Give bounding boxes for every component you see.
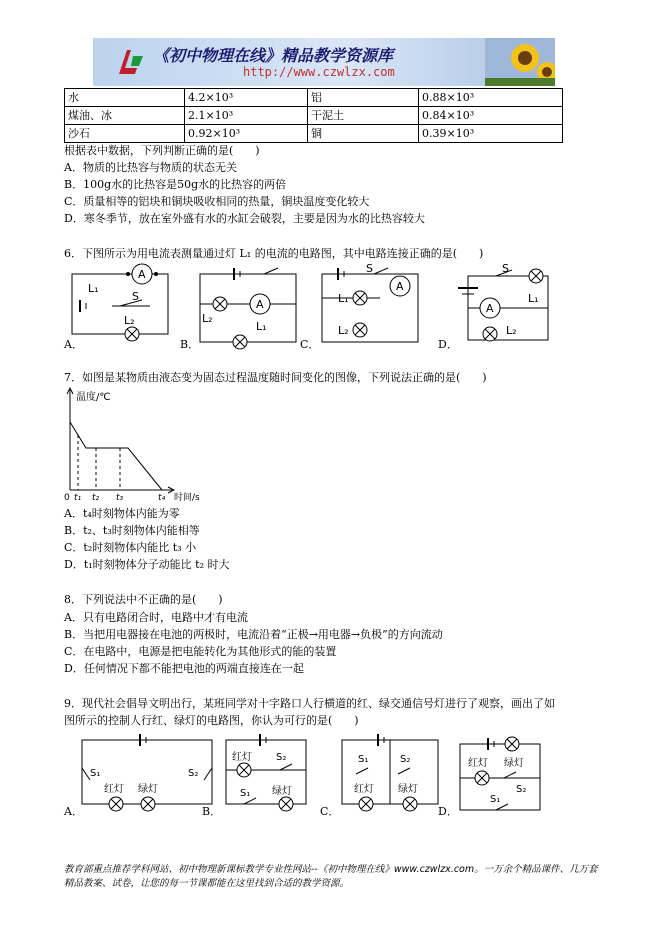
switch-label: S₂ [400,754,411,765]
q8-option-b: B．当把用电器接在电池的两极时，电流沿着“正极→用电器→负极”的方向流动 [64,628,443,641]
page-footer: 教育部重点推荐学科网站、初中物理新课标教学专业性网站--《初中物理在线》www.czwlzx.com。一万余个精品课件、几万套精品教案、试卷，让您的每一节课都能在这里找到合适的教学资源。 [64,864,598,889]
table-cell: 铜 [308,125,419,143]
banner-url[interactable]: http://www.czwlzx.com [243,65,395,79]
table-cell: 0.84×10³ [419,107,563,125]
table-cell: 铝 [308,89,419,107]
q6-choice-a[interactable]: A． [64,338,83,351]
q5-stem: 根据表中数据，下列判断正确的是( ) [64,144,260,157]
switch-label: S₁ [358,754,369,765]
q9-stem-line2: 图所示的控制人行红、绿灯的电路图，你认为可行的是( ) [64,714,359,727]
lamp-label: 红灯 [354,784,374,795]
ammeter-label: A [486,302,494,315]
switch-label: S₁ [240,788,251,799]
banner-title: 《初中物理在线》精品教学资源库 [153,46,394,65]
lamp-label: 绿灯 [398,784,418,795]
q7-graph [60,386,220,504]
q8-stem: 8．下列说法中不正确的是( ) [64,593,223,606]
tick-label: t₁ [74,493,82,503]
table-cell: 干泥土 [308,107,419,125]
table-cell: 沙石 [65,125,185,143]
switch-label: S [132,290,139,303]
switch-label: S [502,262,509,275]
switch-label: S [366,262,373,275]
table-cell: 水 [65,89,185,107]
q9-choice-c[interactable]: C． [320,805,340,818]
q6-circuits [60,262,620,354]
q6-choice-b[interactable]: B． [180,338,200,351]
switch-label: S₂ [276,752,287,763]
q9-choice-a[interactable]: A． [64,805,83,818]
q5-option-c: C．质量相等的铝块和铜块吸收相同的热量，铜块温度变化较大 [64,195,370,208]
x-axis-label: 时间/s [174,493,200,503]
lamp-label: L₁ [88,282,99,295]
q9-choice-d[interactable]: D． [438,805,458,818]
lamp-label: L₁ [338,292,349,305]
q8-option-c: C．在电路中，电源是把电能转化为其他形式的能的装置 [64,645,337,658]
lamp-label: 绿灯 [272,786,292,797]
lamp-label: 绿灯 [504,758,524,769]
table-cell: 0.88×10³ [419,89,563,107]
table-cell: 4.2×10³ [185,89,308,107]
y-axis-label: 温度/℃ [76,392,111,403]
q7-option-b: B．t₂、t₃时刻物体内能相等 [64,524,200,537]
table-row [65,89,563,107]
q9-circuits [60,730,620,822]
header-banner [93,38,555,86]
lamp-label: L₂ [338,324,349,337]
q8-option-d: D．任何情况下都不能把电池的两端直接连在一起 [64,662,304,675]
q6-choice-c[interactable]: C． [300,338,320,351]
q5-option-b: B．100g水的比热容是50g水的比热容的两倍 [64,178,287,191]
q9-stem-line1: 9．现代社会倡导文明出行，某班同学对十字路口人行横道的红、绿交通信号灯进行了观察，画出了如 [64,697,555,710]
q7-option-d: D．t₁时刻物体分子动能比 t₂ 时大 [64,558,230,571]
lamp-label: 绿灯 [138,784,158,795]
q9-choice-b[interactable]: B． [202,805,222,818]
lamp-label: 红灯 [232,752,252,763]
table-cell: 0.92×10³ [185,125,308,143]
q7-stem: 7．如图是某物质由液态变为固态过程温度随时间变化的图像，下列说法正确的是( ) [64,371,487,384]
ammeter-label: A [138,268,146,281]
sunflower-image [485,38,555,86]
tick-label: t₄ [158,493,166,503]
q7-option-c: C．t₂时刻物体内能比 t₃ 小 [64,541,197,554]
lamp-label: L₁ [256,320,267,333]
lamp-label: 红灯 [468,758,488,769]
ammeter-label: A [396,280,404,293]
switch-label: S₁ [90,768,101,779]
origin-label: 0 [64,493,70,503]
tick-label: t₂ [92,493,100,503]
lamp-label: L₂ [506,324,517,337]
lamp-label: L₂ [124,314,135,327]
q6-choice-d[interactable]: D． [438,338,458,351]
table-cell: 0.39×10³ [419,125,563,143]
specific-heat-table [64,88,563,143]
q5-option-a: A．物质的比热容与物质的状态无关 [64,161,237,174]
table-row [65,125,563,143]
switch-label: S₂ [516,784,527,795]
switch-label: S₂ [188,768,199,779]
tick-label: t₃ [116,493,124,503]
q5-option-d: D．寒冬季节，放在室外盛有水的水缸会破裂，主要是因为水的比热容较大 [64,212,425,225]
lamp-label: 红灯 [104,784,124,795]
lamp-label: L₂ [202,312,213,325]
q6-stem: 6．下图所示为用电流表测量通过灯 L₁ 的电流的电路图，其中电路连接正确的是( ) [64,247,484,260]
switch-label: S₁ [490,794,501,805]
q8-option-a: A．只有电路闭合时，电路中才有电流 [64,611,248,624]
q7-option-a: A．t₄时刻物体内能为零 [64,507,180,520]
table-row [65,107,563,125]
logo-icon [113,44,149,80]
table-cell: 煤油、冰 [65,107,185,125]
ammeter-label: A [256,298,264,311]
lamp-label: L₁ [528,292,539,305]
table-cell: 2.1×10³ [185,107,308,125]
